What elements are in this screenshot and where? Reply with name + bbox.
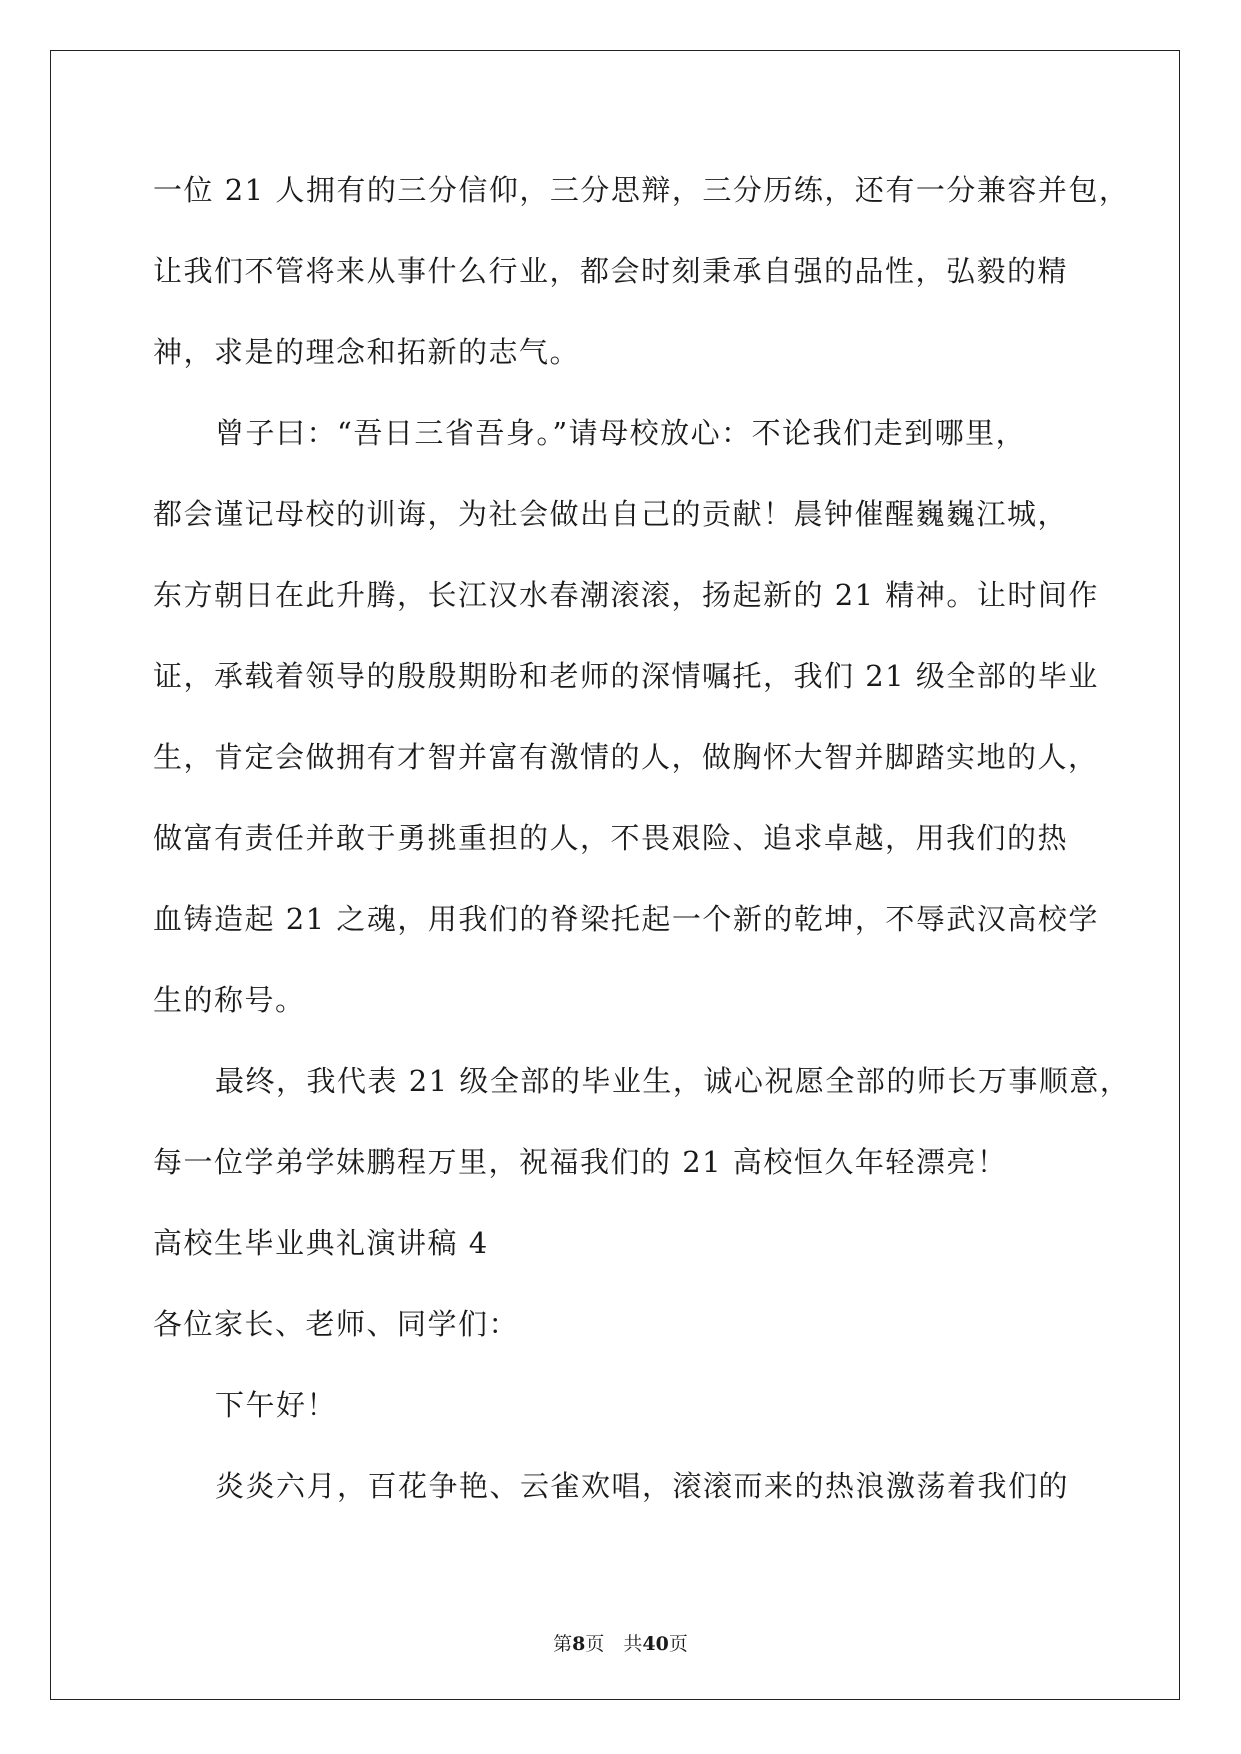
paragraph-start: 曾子曰：“吾日三省吾身。”请母校放心：不论我们走到哪里， xyxy=(215,416,1027,450)
footer-suffix: 页 xyxy=(668,1633,688,1655)
text-line: 每一位学弟学妹鹏程万里，祝福我们的 21 高校恒久年轻漂亮！ xyxy=(153,1145,1008,1179)
text-line: 生的称号。 xyxy=(153,983,306,1017)
page-footer xyxy=(0,1629,1241,1656)
text-line: 神，求是的理念和拓新的志气。 xyxy=(153,335,581,369)
footer-prefix: 第 xyxy=(553,1633,573,1655)
greeting: 下午好！ xyxy=(215,1388,338,1422)
text-line: 一位 21 人拥有的三分信仰，三分思辩，三分历练，还有一分兼容并包， xyxy=(153,173,1130,207)
text-line: 东方朝日在此升腾，长江汉水春潮滚滚，扬起新的 21 精神。让时间作 xyxy=(153,578,1099,612)
paragraph-start: 炎炎六月，百花争艳、云雀欢唱，滚滚而来的热浪激荡着我们的 xyxy=(215,1469,1070,1503)
text-line: 生，肯定会做拥有才智并富有激情的人，做胸怀大智并脚踏实地的人， xyxy=(153,740,1099,774)
footer-middle: 页 共 xyxy=(585,1633,643,1655)
text-line: 都会谨记母校的训诲，为社会做出自己的贡献！晨钟催醒巍巍江城， xyxy=(153,497,1069,531)
section-heading: 高校生毕业典礼演讲稿 4 xyxy=(153,1226,489,1260)
text-line: 让我们不管将来从事什么行业，都会时刻秉承自强的品性，弘毅的精 xyxy=(153,254,1069,288)
document-body xyxy=(153,163,1133,1540)
text-line: 证，承载着领导的殷殷期盼和老师的深情嘱托，我们 21 级全部的毕业 xyxy=(153,659,1099,693)
text-line: 血铸造起 21 之魂，用我们的脊梁托起一个新的乾坤，不辱武汉高校学 xyxy=(153,902,1099,936)
text-line: 做富有责任并敢于勇挑重担的人，不畏艰险、追求卓越，用我们的热 xyxy=(153,821,1069,855)
salutation: 各位家长、老师、同学们： xyxy=(153,1307,520,1341)
paragraph-start: 最终，我代表 21 级全部的毕业生，诚心祝愿全部的师长万事顺意， xyxy=(215,1064,1131,1098)
total-page-count: 40 xyxy=(642,1633,669,1655)
current-page-number: 8 xyxy=(572,1633,586,1655)
